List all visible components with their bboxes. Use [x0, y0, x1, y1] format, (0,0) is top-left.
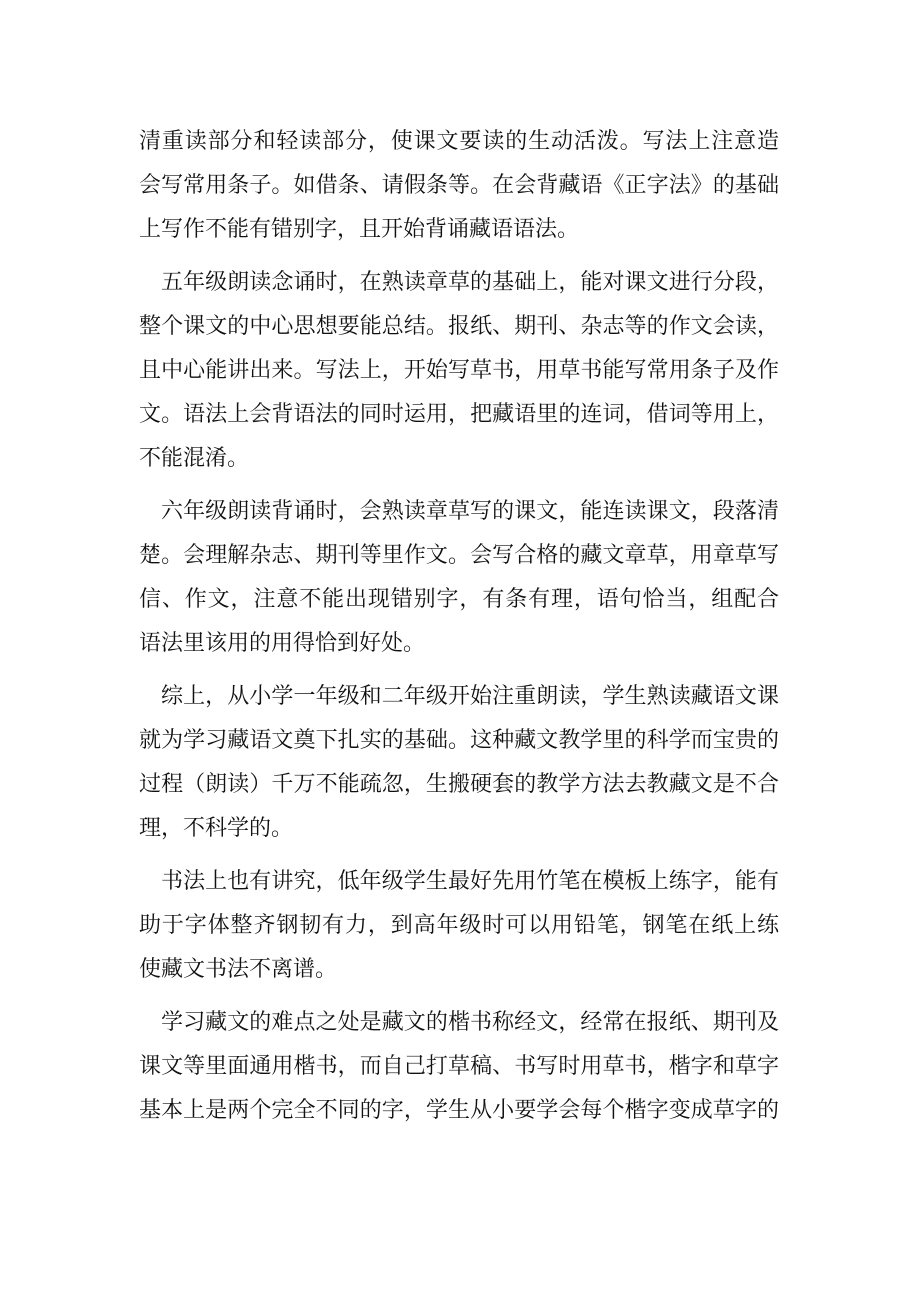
text-line: 学习藏文的难点之处是藏文的楷书称经文，经常在报纸、期刊及 — [161, 1010, 779, 1035]
text-line: 五年级朗读念诵时，在熟读章草的基础上，能对课文进行分段， — [161, 270, 779, 295]
text-line: 课文等里面通用楷书，而自己打草稿、书写时用草书，楷字和草字 — [139, 1054, 779, 1079]
text-line: 不能混淆。 — [139, 446, 250, 471]
text-line: 楚。会理解杂志、期刊等里作文。会写合格的藏文章草，用章草写 — [139, 543, 779, 568]
text-line: 清重读部分和轻读部分，使课文要读的生动活泼。写法上注意造 — [139, 129, 779, 154]
text-line: 信、作文，注意不能出现错别字，有条有理，语句恰当，组配合 — [139, 587, 779, 612]
text-line: 就为学习藏语文奠下扎实的基础。这种藏文教学里的科学而宝贵的 — [139, 728, 779, 753]
text-line: 上写作不能有错别字，且开始背诵藏语语法。 — [139, 217, 580, 242]
text-line: 助于字体整齐钢韧有力，到高年级时可以用铅笔，钢笔在纸上练 — [139, 913, 779, 938]
text-line: 书法上也有讲究，低年级学生最好先用竹笔在模板上练字，能有 — [161, 869, 779, 894]
text-line: 使藏文书法不离谱。 — [139, 957, 338, 982]
text-line: 整个课文的中心思想要能总结。报纸、期刊、杂志等的作文会读， — [139, 314, 779, 339]
body-text — [139, 120, 779, 1133]
text-line: 综上，从小学一年级和二年级开始注重朗读，学生熟读藏语文课 — [161, 684, 779, 709]
text-line: 且中心能讲出来。写法上，开始写草书，用草书能写常用条子及作 — [139, 358, 779, 383]
text-line: 文。语法上会背语法的同时运用，把藏语里的连词，借词等用上， — [139, 402, 779, 427]
text-line: 基本上是两个完全不同的字，学生从小要学会每个楷字变成草字的 — [139, 1098, 779, 1123]
text-line: 过程（朗读）千万不能疏忽，生搬硬套的教学方法去教藏文是不合 — [139, 772, 779, 797]
text-line: 六年级朗读背诵时，会熟读章草写的课文，能连读课文，段落清 — [161, 499, 779, 524]
text-line: 理，不科学的。 — [139, 816, 294, 841]
text-line: 语法里该用的用得恰到好处。 — [139, 631, 426, 656]
text-line: 会写常用条子。如借条、请假条等。在会背藏语《正字法》的基础 — [139, 173, 779, 198]
